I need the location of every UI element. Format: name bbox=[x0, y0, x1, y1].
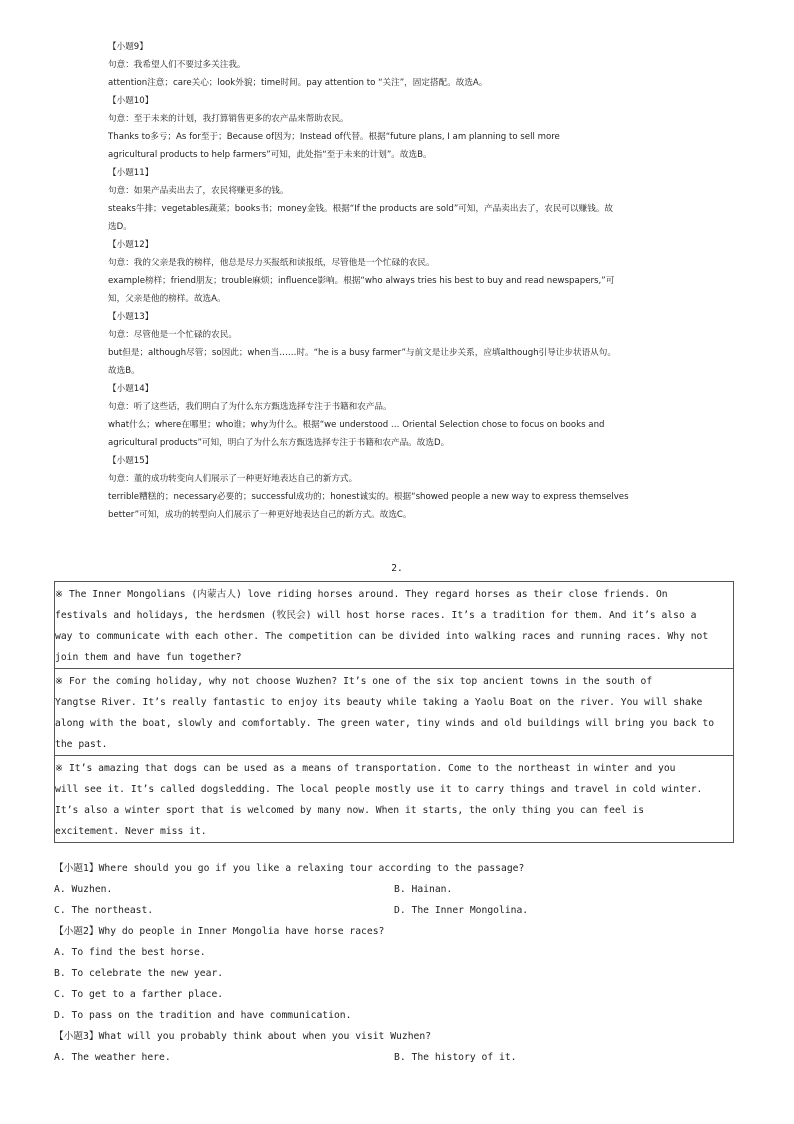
passage-table bbox=[54, 581, 734, 843]
explanation-line: 句意：尽管他是一个忙碌的农民。 bbox=[108, 330, 237, 340]
question-stem: 【小题2】Why do people in Inner Mongolia have horse races? bbox=[54, 926, 385, 937]
option-row bbox=[54, 1047, 744, 1068]
question-stem: 【小题3】What will you probably think about when you visit Wuzhen? bbox=[54, 1031, 432, 1042]
explanation-heading: 【小题10】 bbox=[108, 96, 154, 106]
explanation-line: 句意：如果产品卖出去了，农民将赚更多的钱。 bbox=[108, 186, 289, 196]
passage-line: way to communicate with each other. The competition can be divided into walking races and running races. Why not bbox=[55, 631, 709, 642]
explanation-line: 故选B。 bbox=[108, 366, 140, 376]
explanation-line: steaks牛排；vegetables蔬菜；books书；money金钱。根据“If the products are sold”可知，产品卖出去了，农民可以赚钱。故 bbox=[108, 204, 613, 214]
passage-line: ※ The Inner Mongolians (内蒙古人) love riding horses around. They regard horses as their close friends. On bbox=[55, 589, 668, 600]
option-b: B. To celebrate the new year. bbox=[54, 968, 224, 979]
explanation-line: but但是；although尽管；so因此；when当……时。“he is a busy farmer”与前文是让步关系，应填although引导让步状语从句。 bbox=[108, 348, 616, 358]
option-a: A. Wuzhen. bbox=[54, 884, 113, 895]
explanation-line: better”可知，成功的转型向人们展示了一种更好地表达自己的新方式。故选C。 bbox=[108, 510, 412, 520]
explanation-line: example榜样；friend朋友；trouble麻烦；influence影响。根据“who always tries his best to buy and read newspapers,”可 bbox=[108, 276, 615, 286]
explanation-line: what什么；where在哪里；who谁；why为什么。根据“we understood … Oriental Selection chose to focus on books and bbox=[108, 420, 605, 430]
option-d: D. The Inner Mongolina. bbox=[394, 905, 529, 916]
passage-line: excitement. Never miss it. bbox=[55, 826, 207, 837]
passage-line: join them and have fun together? bbox=[55, 652, 242, 663]
passage-line: Yangtse River. It’s really fantastic to enjoy its beauty while taking a Yaolu Boat on the river. You will shake bbox=[55, 697, 703, 708]
explanation-line: Thanks to多亏；As for至于；Because of因为；Instead of代替。根据“future plans, I am planning to sell more bbox=[108, 132, 560, 142]
option-row bbox=[54, 900, 744, 921]
passage-dogsledding bbox=[55, 755, 733, 842]
option-c: C. To get to a farther place. bbox=[54, 989, 224, 1000]
passage-line: ※ It’s amazing that dogs can be used as a means of transportation. Come to the northeast in winter and you bbox=[55, 763, 676, 774]
passage-line: festivals and holidays, the herdsmen (牧民会) will host horse races. It’s a tradition for them. And it’s also a bbox=[55, 610, 697, 621]
passage-line: the past. bbox=[55, 739, 108, 750]
passage-line: It’s also a winter sport that is welcomed by many now. When it starts, the only thing you can feel is bbox=[55, 805, 645, 816]
explanation-line: 句意：至于未来的计划，我打算销售更多的农产品来帮助农民。 bbox=[108, 114, 349, 124]
answer-explanations bbox=[108, 38, 728, 524]
explanation-line: 句意：听了这些话，我们明白了为什么东方甄选选择专注于书籍和农产品。 bbox=[108, 402, 392, 412]
passage-line: will see it. It’s called dogsledding. The local people mostly use it to carry things and travel in cold winter. bbox=[55, 784, 703, 795]
explanation-heading: 【小题12】 bbox=[108, 240, 154, 250]
explanation-line: 句意：董的成功转变向人们展示了一种更好地表达自己的新方式。 bbox=[108, 474, 358, 484]
passage-wuzhen bbox=[55, 668, 733, 755]
option-c: C. The northeast. bbox=[54, 905, 154, 916]
option-a: A. The weather here. bbox=[54, 1052, 171, 1063]
explanation-heading: 【小题13】 bbox=[108, 312, 154, 322]
explanation-heading: 【小题14】 bbox=[108, 384, 154, 394]
question-stem: 【小题1】Where should you go if you like a relaxing tour according to the passage? bbox=[54, 863, 525, 874]
explanation-heading: 【小题15】 bbox=[108, 456, 154, 466]
option-row bbox=[54, 879, 744, 900]
section-number: 2. bbox=[391, 563, 403, 574]
explanation-line: 选D。 bbox=[108, 222, 132, 232]
option-b: B. The history of it. bbox=[394, 1052, 517, 1063]
explanation-line: agricultural products to help farmers”可知，此处指“至于未来的计划”。故选B。 bbox=[108, 150, 432, 160]
option-a: A. To find the best horse. bbox=[54, 947, 206, 958]
explanation-line: 句意：我的父亲是我的榜样，他总是尽力买报纸和读报纸，尽管他是一个忙碌的农民。 bbox=[108, 258, 435, 268]
explanation-line: terrible糟糕的；necessary必要的；successful成功的；honest诚实的。根据“showed people a new way to express themselves bbox=[108, 492, 629, 502]
passage-inner-mongolia bbox=[55, 582, 733, 668]
explanation-heading: 【小题11】 bbox=[108, 168, 154, 178]
explanation-line: 知，父亲是他的榜样。故选A。 bbox=[108, 294, 226, 304]
explanation-line: agricultural products”可知，明白了为什么东方甄选选择专注于书籍和农产品。故选D。 bbox=[108, 438, 450, 448]
option-b: B. Hainan. bbox=[394, 884, 453, 895]
question-list bbox=[54, 858, 744, 1068]
explanation-heading: 【小题9】 bbox=[108, 42, 148, 52]
explanation-line: 句意：我希望人们不要过多关注我。 bbox=[108, 60, 246, 70]
passage-line: along with the boat, slowly and comfortably. The green water, tiny winds and old buildings will bring you back to bbox=[55, 718, 715, 729]
option-d: D. To pass on the tradition and have communication. bbox=[54, 1010, 352, 1021]
passage-line: ※ For the coming holiday, why not choose Wuzhen? It’s one of the six top ancient towns in the south of bbox=[55, 676, 653, 687]
explanation-line: attention注意；care关心；look外貌；time时间。pay attention to “关注”，固定搭配。故选A。 bbox=[108, 78, 488, 88]
